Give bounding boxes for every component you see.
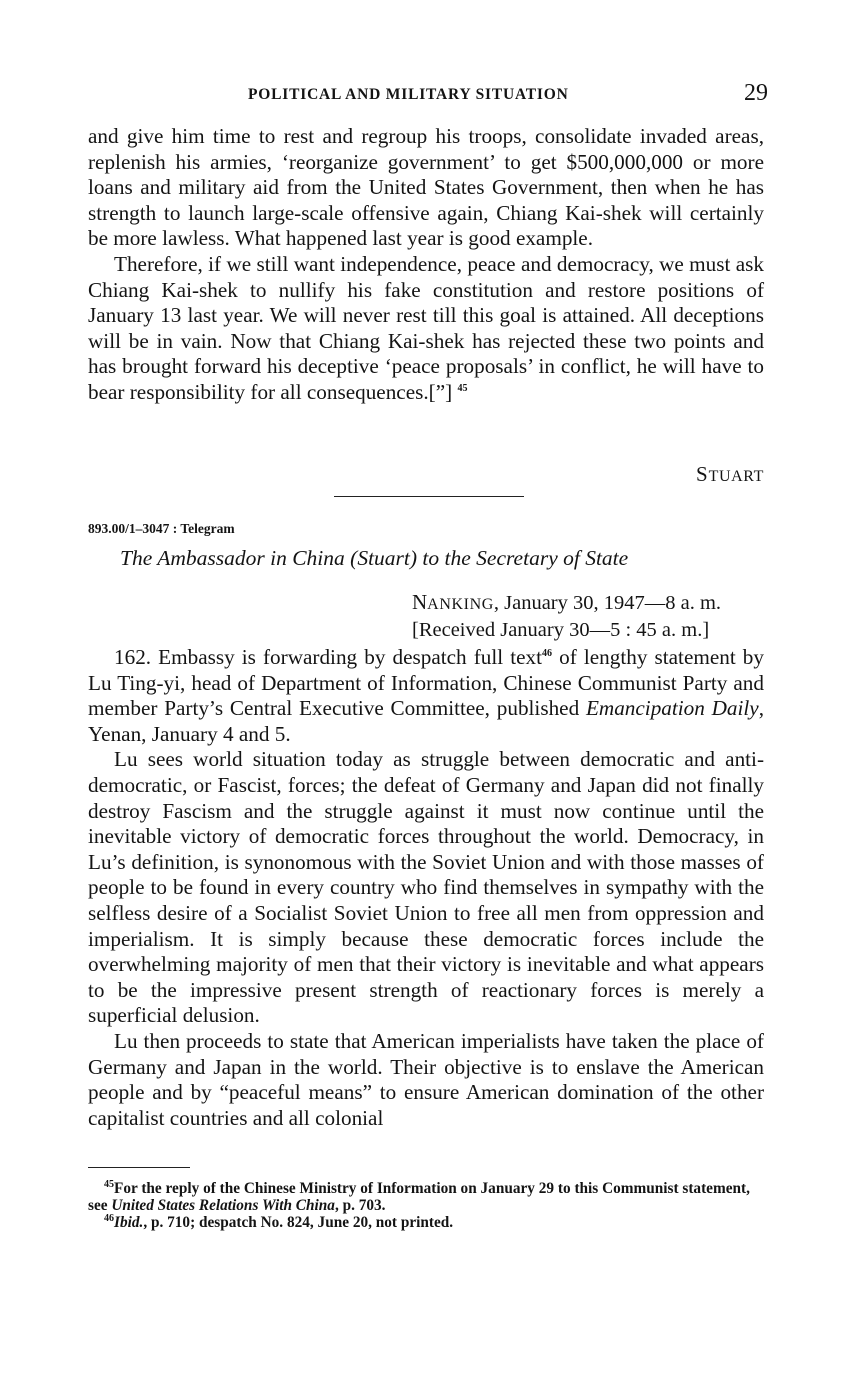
footnote-text: For the reply of the Chinese Ministry of Information on January 29 to this Communist statement, see bbox=[88, 1180, 750, 1214]
file-number: 893.00/1–3047 : Telegram bbox=[88, 521, 235, 536]
footnote-mark: 45 bbox=[104, 1178, 114, 1190]
footnote-46 bbox=[88, 1214, 764, 1231]
paragraph-text: of lengthy statement by Lu Ting-yi, head of Department of Information, Chinese Communist Party and member Party’s Central Executive Committee, published bbox=[88, 645, 764, 721]
date-line bbox=[412, 590, 721, 618]
paragraph: Lu then proceeds to state that American imperialists have taken the place of Germany and Japan in the world. Their objective is to enslave the American people and by “peaceful means” to ensure American domination of the other capitalist countries and all colonial bbox=[88, 1028, 764, 1130]
publication-title: Emancipation Daily bbox=[585, 696, 759, 721]
section-divider bbox=[334, 496, 524, 497]
footnote-text: , p. 710; despatch No. 824, June 20, not printed. bbox=[143, 1214, 454, 1231]
paragraph bbox=[88, 252, 764, 406]
document-title: The Ambassador in China (Stuart) to the Secretary of State bbox=[120, 546, 629, 570]
page-number: 29 bbox=[744, 80, 768, 106]
footnote-45 bbox=[88, 1180, 764, 1214]
continued-text-block bbox=[88, 124, 764, 406]
paragraph: Lu sees world situation today as struggle between democratic and anti-democratic, or Fascist, forces; the defeat of Germany and Japan did not finally destroy Fascism and the struggle against it must now continue until the inevitable victory of democratic forces throughout the world. Democracy, in Lu’s definition, is synonomous with the Soviet Union and with those masses of people to be found in every country who find themselves in sympathy with the selfless desire of a Socialist Soviet Union to free all men from oppression and imperialism. It is simply because these democratic forces include the overwhelming majority of men that their victory is inevitable and what appears to be the impressive present strength of reactionary forces is merely a superficial delusion. bbox=[88, 747, 764, 1028]
paragraph: and give him time to rest and regroup his troops, consolidate invaded areas, replenish his armies, ‘reorganize government’ to get $500,000,000 or more loans and military aid from the United States Government, then when he has strength to launch large-scale offensive again, Chiang Kai-shek will certainly be more lawless. What happened last year is good example. bbox=[88, 124, 764, 251]
paragraph-text: , Yenan, January 4 and 5. bbox=[88, 696, 765, 746]
place-rest: ANKING bbox=[427, 596, 494, 613]
footnote-ref: 45 bbox=[457, 382, 468, 394]
footnote-text: , p. 703. bbox=[334, 1197, 386, 1214]
date-text: , January 30, 1947—8 a. m. bbox=[493, 592, 722, 614]
footnote-ibid: Ibid. bbox=[114, 1214, 144, 1231]
signature-initial: S bbox=[695, 462, 709, 486]
paragraph bbox=[88, 645, 764, 747]
place-initial: N bbox=[412, 590, 428, 614]
signature-rest: TUART bbox=[708, 468, 764, 485]
footnotes bbox=[88, 1180, 764, 1231]
publication-title: United States Relations With China bbox=[111, 1197, 335, 1214]
paragraph-text: 162. Embassy is forwarding by despatch full text bbox=[114, 645, 543, 669]
footnote-divider bbox=[88, 1167, 190, 1168]
received-line: [Received January 30—5 : 45 a. m.] bbox=[412, 618, 710, 641]
dateline bbox=[412, 590, 721, 643]
telegram-body bbox=[88, 645, 764, 1131]
running-title: POLITICAL AND MILITARY SITUATION bbox=[248, 86, 569, 103]
signature bbox=[696, 462, 764, 487]
running-head bbox=[88, 82, 768, 112]
paragraph-text: Therefore, if we still want independence, peace and democracy, we must ask Chiang Kai-shek to nullify his fake constitution and restore positions of January 13 last year. We will never rest till this goal is attained. All deceptions will be in vain. Now that Chiang Kai-shek has rejected these two points and has brought forward his deceptive ‘peace proposals’ in conflict, he will have to bear responsibility for all consequences.[”] bbox=[88, 251, 764, 404]
footnote-mark: 46 bbox=[104, 1212, 114, 1224]
footnote-ref: 46 bbox=[542, 647, 553, 659]
